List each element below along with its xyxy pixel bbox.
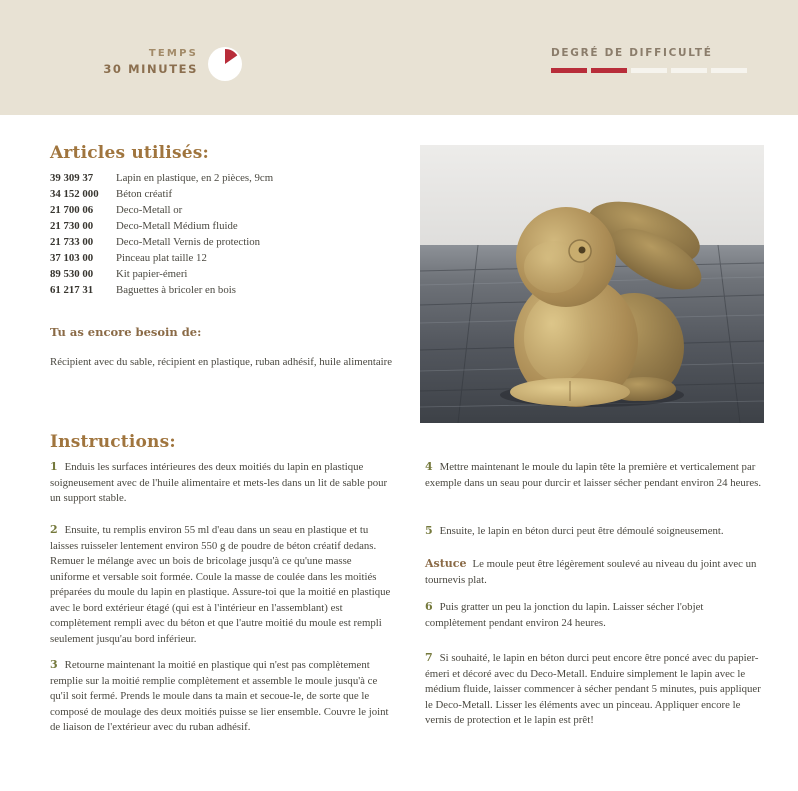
article-code: 21 700 06: [50, 204, 94, 216]
article-row: [50, 220, 410, 236]
difficulty-label: DEGRÉ DE DIFFICULTÉ: [551, 47, 713, 59]
instruction-step-6: [425, 599, 767, 631]
clock-icon: [207, 46, 243, 82]
difficulty-bars: [551, 68, 753, 73]
also-needed-text: Récipient avec du sable, récipient en plastique, ruban adhésif, huile alimentaire: [50, 356, 393, 368]
article-name: Lapin en plastique, en 2 pièces, 9cm: [116, 172, 274, 184]
time-block: [60, 48, 198, 76]
articles-list: [50, 172, 410, 300]
article-name: Deco-Metall Médium fluide: [116, 220, 238, 232]
step-number: 4: [425, 460, 433, 473]
article-code: 34 152 000: [50, 188, 99, 200]
article-code: 39 309 37: [50, 172, 94, 184]
time-value: 30 MINUTES: [103, 62, 198, 76]
step-number: 3: [50, 658, 58, 671]
article-code: 61 217 31: [50, 284, 94, 296]
instruction-step-4: [425, 459, 767, 491]
step-number: 6: [425, 600, 433, 613]
step-text: Si souhaité, le lapin en béton durci peut encore être poncé avec du papier-émeri et décoré avec du Deco-Metall. Enduire simplement le lapin avec le médium fluide, laisser commencer à sécher pendant 5 minutes, puis appliquer le Deco-Metall. Lisser les éléments avec un pinceau. Appliquer encore le vernis de protection et le lapin est prêt!: [425, 652, 761, 726]
tip-text: Le moule peut être légèrement soulevé au niveau du joint avec un tournevis plat.: [425, 558, 757, 586]
step-text: Ensuite, tu remplis environ 55 ml d'eau dans un seau en plastique et tu laisses ruisseler lentement environ 550 g de poudre de béton créatif dedans. Remuer le mélange avec un bois de bricolage jusqu'à ce qu'une masse uniforme et versable soit formée. Coule la masse de coulée dans les moitiés préparées du moule du lapin en plastique. Assure-toi que la moitié en plastique avec le bord extérieur étagé (qui est à l'intérieur en l'assemblant) est complètement rempli avec du béton et que l'autre moitié du moule est rempli seulement jusqu'au bord inférieur.: [50, 524, 391, 645]
instruction-step-2: [50, 522, 392, 647]
instruction-step-5: [425, 523, 767, 540]
step-number: 2: [50, 523, 58, 536]
difficulty-segment: [551, 68, 587, 73]
article-row: [50, 188, 410, 204]
article-row: [50, 284, 410, 300]
header-band: [0, 0, 798, 115]
article-row: [50, 252, 410, 268]
article-name: Kit papier-émeri: [116, 268, 188, 280]
step-text: Retourne maintenant la moitié en plastique qui n'est pas complètement remplie sur la moitié remplie complètement et assemble le moule jusqu'à ce qu'il soit fermé. Prends le moule dans ta main et secoue-le, de sorte que le composé de moulage des deux moitiés puisse se lier ensemble. Couvre le joint de liaison de l'extérieur avec du ruban adhésif.: [50, 659, 389, 733]
step-text: Mettre maintenant le moule du lapin tête la première et verticalement par exemple dans un seau pour durcir et laisser sécher pendant environ 24 heures.: [425, 461, 762, 489]
difficulty-block: [551, 47, 753, 73]
article-row: [50, 172, 410, 188]
time-label: TEMPS: [148, 48, 198, 59]
instructions-title: Instructions:: [50, 432, 176, 452]
difficulty-segment: [631, 68, 667, 73]
difficulty-segment: [711, 68, 747, 73]
step-number: 1: [50, 460, 58, 473]
article-name: Deco-Metall or: [116, 204, 183, 216]
step-number: 5: [425, 524, 433, 537]
article-row: [50, 236, 410, 252]
articles-title: Articles utilisés:: [50, 143, 209, 163]
step-number: 7: [425, 651, 433, 664]
instruction-step-1: [50, 459, 392, 507]
instruction-step-7: [425, 650, 767, 729]
article-row: [50, 268, 410, 284]
instruction-tip: [425, 556, 767, 588]
article-code: 89 530 00: [50, 268, 94, 280]
step-text: Puis gratter un peu la jonction du lapin. Laisser sécher l'objet complètement pendant environ 24 heures.: [425, 601, 704, 629]
article-name: Baguettes à bricoler en bois: [116, 284, 236, 296]
step-text: Enduis les surfaces intérieures des deux moitiés du lapin en plastique soigneusement avec de l'huile alimentaire et mets-les dans un lit de sable pour un support stable.: [50, 461, 388, 504]
tip-label: Astuce: [425, 557, 467, 570]
article-code: 21 733 00: [50, 236, 94, 248]
difficulty-segment: [671, 68, 707, 73]
article-code: 21 730 00: [50, 220, 94, 232]
article-name: Béton créatif: [116, 188, 173, 200]
article-row: [50, 204, 410, 220]
difficulty-segment: [591, 68, 627, 73]
article-name: Deco-Metall Vernis de protection: [116, 236, 261, 248]
article-code: 37 103 00: [50, 252, 94, 264]
step-text: Ensuite, le lapin en béton durci peut être démoulé soigneusement.: [439, 525, 724, 537]
instruction-step-3: [50, 657, 392, 736]
also-needed-title: Tu as encore besoin de:: [50, 325, 202, 339]
article-name: Pinceau plat taille 12: [116, 252, 207, 264]
product-photo-gold-rabbit: [420, 145, 764, 423]
